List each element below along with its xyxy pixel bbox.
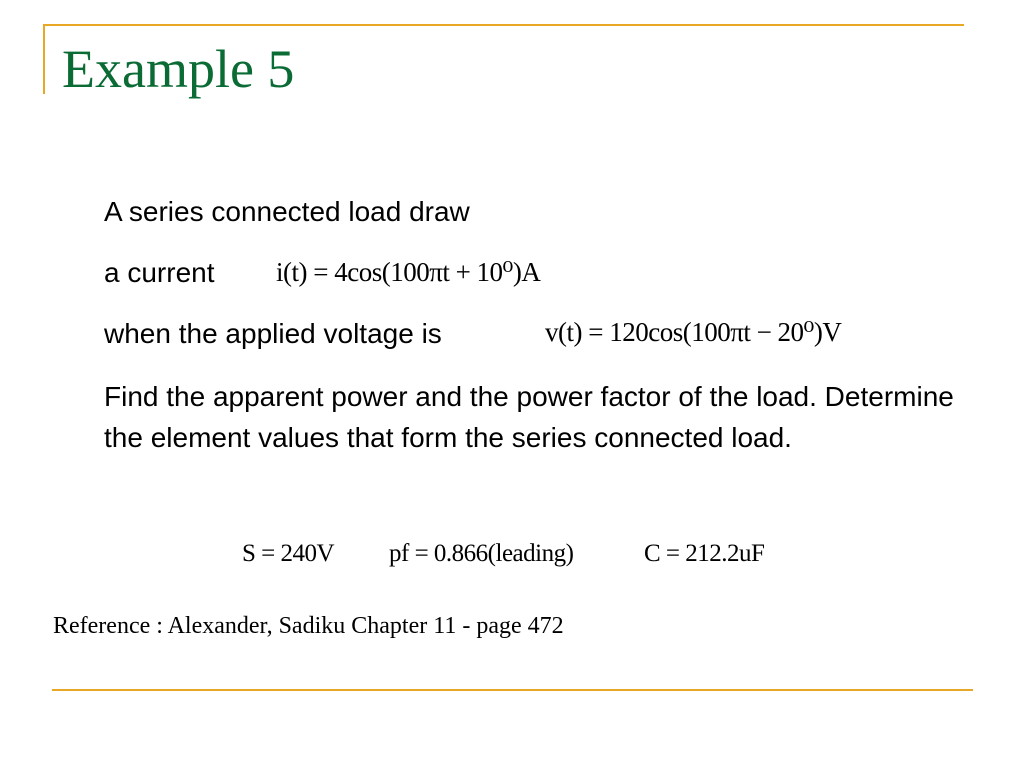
bottom-accent-line bbox=[52, 689, 973, 691]
top-accent-line bbox=[43, 24, 964, 26]
problem-question: Find the apparent power and the power factor of the load. Determine the element values that form the series connected load. bbox=[104, 381, 954, 453]
reference-text: Reference : Alexander, Sadiku Chapter 11 - page 472 bbox=[53, 613, 564, 639]
voltage-equation: v(t) = 120cos(100πt − 20⁰)V bbox=[545, 317, 842, 347]
answer-apparent-power: S = 240V bbox=[242, 540, 335, 567]
current-equation: i(t) = 4cos(100πt + 10⁰)A bbox=[276, 257, 541, 287]
problem-line-2: a current bbox=[104, 257, 215, 288]
answer-power-factor: pf = 0.866(leading) bbox=[389, 540, 574, 567]
problem-line-3: when the applied voltage is bbox=[104, 318, 442, 349]
problem-line-1: A series connected load draw bbox=[104, 196, 470, 227]
answer-capacitance: C = 212.2uF bbox=[644, 540, 765, 567]
left-accent-line bbox=[43, 24, 45, 94]
slide-title: Example 5 bbox=[62, 39, 295, 99]
